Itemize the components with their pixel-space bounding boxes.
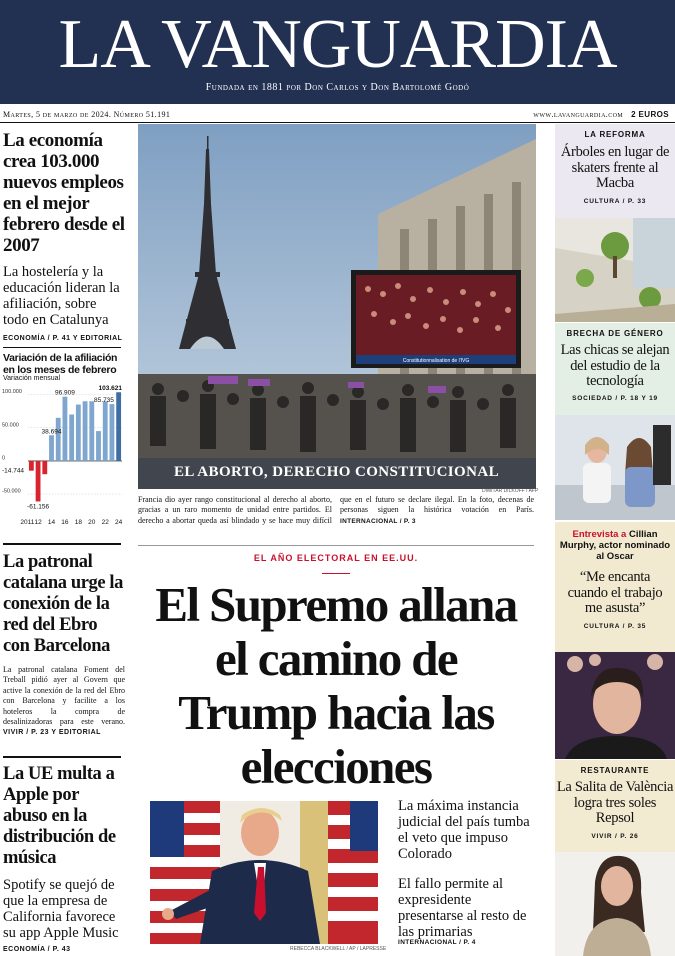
price: 2 EUROS: [631, 110, 669, 119]
right-section[interactable]: SOCIEDAD / P. 18 Y 19: [572, 394, 658, 402]
story2-section[interactable]: VIVIR / P. 23 Y EDITORIAL: [3, 729, 101, 737]
trump-photo-illustration: [150, 801, 378, 944]
chart-value-label: -14.744: [2, 467, 25, 475]
chart-xtick-label: 16: [61, 519, 69, 526]
photo-credit: DIMITAR DILKOFF / AFP: [482, 488, 539, 494]
photo-text: Francia dio ayer rango constitucional al derecho al aborto, gracias a un raro momento de unidad entre partidos. El derecho a abortar queda así blindado y se hace muy difícil que en el futuro se declare ilegal. En la foto, decenas de personas siguen la histórica votación en París. INTERNACIONAL / P. 3: [138, 495, 534, 525]
right-kicker: LA REFORMA: [584, 130, 646, 139]
main-story: [138, 545, 534, 956]
divider: [3, 756, 121, 758]
chart-bar: [103, 401, 108, 461]
right-kicker: BRECHA DE GÉNERO: [566, 329, 664, 338]
story2-headline[interactable]: La patronal catalana urge la conexión de la red del Ebro con Barcelona: [3, 552, 124, 656]
chart-bar: [49, 435, 54, 461]
chart-bar: [96, 431, 101, 461]
right-item-macba[interactable]: [555, 124, 675, 218]
story3-subhead: Spotify se quejó de que la empresa de California favorece su app Apple Music: [3, 877, 119, 941]
story-section[interactable]: INTERNACIONAL / P. 4: [398, 939, 476, 946]
chart-xtick-label: 18: [74, 519, 82, 526]
kicker-underline: [322, 573, 350, 574]
right-section[interactable]: CULTURA / P. 35: [583, 622, 647, 630]
interview-kicker: Entrevista a Cillian Murphy, actor nominado al Oscar: [559, 529, 671, 562]
chart-xtick-label: 24: [115, 519, 123, 526]
right-kicker: RESTAURANTE: [580, 766, 650, 775]
trump-photo-credit: REBECCA BLACKWELL / AP / LAPRESSE: [290, 946, 387, 952]
chart-value-label: -61.156: [27, 503, 50, 511]
lab-illustration: [555, 415, 675, 520]
chart-ytick-label: -50.000: [2, 488, 21, 495]
story-deck-2: El fallo permite al expresidente presentarse al resto de las primarias: [398, 876, 527, 940]
chart-xtick-label: 20: [88, 519, 96, 526]
main-headline[interactable]: El Supremo allana el camino de Trump hacia las elecciones: [155, 577, 517, 794]
right-section[interactable]: CULTURA / P. 33: [583, 197, 647, 205]
dateline: Martes, 5 de marzo de 2024. Número 51.191: [3, 110, 171, 119]
chart-bar: [89, 401, 94, 461]
lead-left-headline[interactable]: La economía crea 103.000 nuevos empleos en el mejor febrero desde el 2007: [3, 130, 125, 256]
story2-body: La patronal catalana Foment del Treball pidió ayer al Govern que active la conexión de la red del Ebro con Barcelona y facilite a los hoteleros la compra de desalinizadoras para este verano. VIVIR / P. 23 Y EDITORIAL: [3, 665, 125, 737]
masthead-tagline: Fundada en 1881 por Don Carlos y Don Bartolomé Godó: [205, 82, 470, 93]
chart-bar: [56, 418, 61, 461]
chart-bar: [29, 461, 34, 471]
photo-section[interactable]: INTERNACIONAL / P. 3: [340, 517, 416, 525]
lead-left-subhead: La hostelería y la educación lideran la afiliación, sobre todo en Catalunya: [3, 264, 120, 328]
right-headline: La Salita de València logra tres soles Repsol: [556, 779, 674, 826]
right-headline: Las chicas se alejan del estudio de la tecnología: [560, 342, 670, 389]
masthead: [0, 0, 675, 104]
chart-ytick-label: 50.000: [2, 422, 19, 429]
trump-photo[interactable]: [150, 801, 378, 944]
chef-illustration: [555, 852, 675, 956]
chart-value-label: 38.694: [41, 428, 62, 436]
right-item-gender[interactable]: [555, 323, 675, 415]
photo-caption: EL ABORTO, DERECHO CONSTITUCIONAL: [174, 464, 499, 480]
top-rule: [0, 122, 675, 123]
divider: [3, 347, 121, 348]
us-flag-right-icon: [328, 801, 378, 944]
right-item-restaurant[interactable]: [555, 760, 675, 852]
chart-subtitle: Variación mensual: [3, 375, 61, 382]
chef-photo[interactable]: [555, 852, 675, 956]
right-item-murphy[interactable]: [555, 522, 675, 652]
story-deck-1: La máxima instancia judicial del país tumba el veto que impuso Colorado: [398, 798, 530, 862]
chart-bar: [36, 461, 41, 502]
chart-bar: [116, 392, 121, 461]
story3-section[interactable]: ECONOMÍA / P. 43: [3, 946, 71, 953]
dateline-right: [533, 108, 669, 122]
chart-xtick-label: 2011: [20, 519, 35, 526]
chart-ytick-label: 100.000: [2, 389, 22, 396]
chart-bar: [76, 405, 81, 461]
chart-value-label: 85.735: [94, 397, 114, 405]
newspaper-title[interactable]: LA VANGUARDIA: [58, 6, 617, 83]
screen-text: Constitutionnalisation de l'IVG: [402, 358, 470, 364]
chart-bar: [69, 415, 74, 461]
right-section[interactable]: VIVIR / P. 26: [591, 832, 639, 840]
plaza-illustration: [555, 218, 675, 322]
site-url[interactable]: www.lavanguardia.com: [533, 110, 624, 119]
chart-xtick-label: 22: [101, 519, 109, 526]
chart-xtick-label: 12: [34, 519, 42, 526]
chart-bar: [63, 397, 68, 461]
chart-bar: [83, 401, 88, 461]
abortion-protest-photo[interactable]: [138, 124, 536, 489]
portrait-illustration: [555, 652, 675, 759]
macba-render-image[interactable]: [555, 218, 675, 322]
paris-photo-illustration: [138, 124, 536, 489]
story-kicker: EL AÑO ELECTORAL EN EE.UU.: [253, 553, 419, 563]
interview-quote: “Me encanta cuando el trabajo me asusta”: [567, 569, 663, 616]
chart-value-label: 96.909: [54, 389, 75, 397]
lead-left-section[interactable]: ECONOMÍA / P. 41 Y EDITORIAL: [3, 335, 123, 342]
right-headline: Árboles en lugar de skaters frente al Macba: [560, 144, 670, 191]
chart-value-label: 103.621: [98, 385, 122, 393]
chart-xtick-label: 14: [47, 519, 56, 526]
chart-ytick-label: 0: [2, 455, 6, 462]
chart-title: Variación de la afiliación en los meses de febrero: [3, 352, 118, 376]
chart-bar: [110, 404, 115, 461]
divider: [3, 543, 121, 545]
story3-headline[interactable]: La UE multa a Apple por abuso en la distribución de música: [3, 764, 116, 868]
cillian-murphy-photo[interactable]: [555, 652, 675, 759]
students-lab-image[interactable]: [555, 415, 675, 520]
employment-bar-chart: [0, 380, 130, 528]
chart-bar: [42, 461, 47, 474]
